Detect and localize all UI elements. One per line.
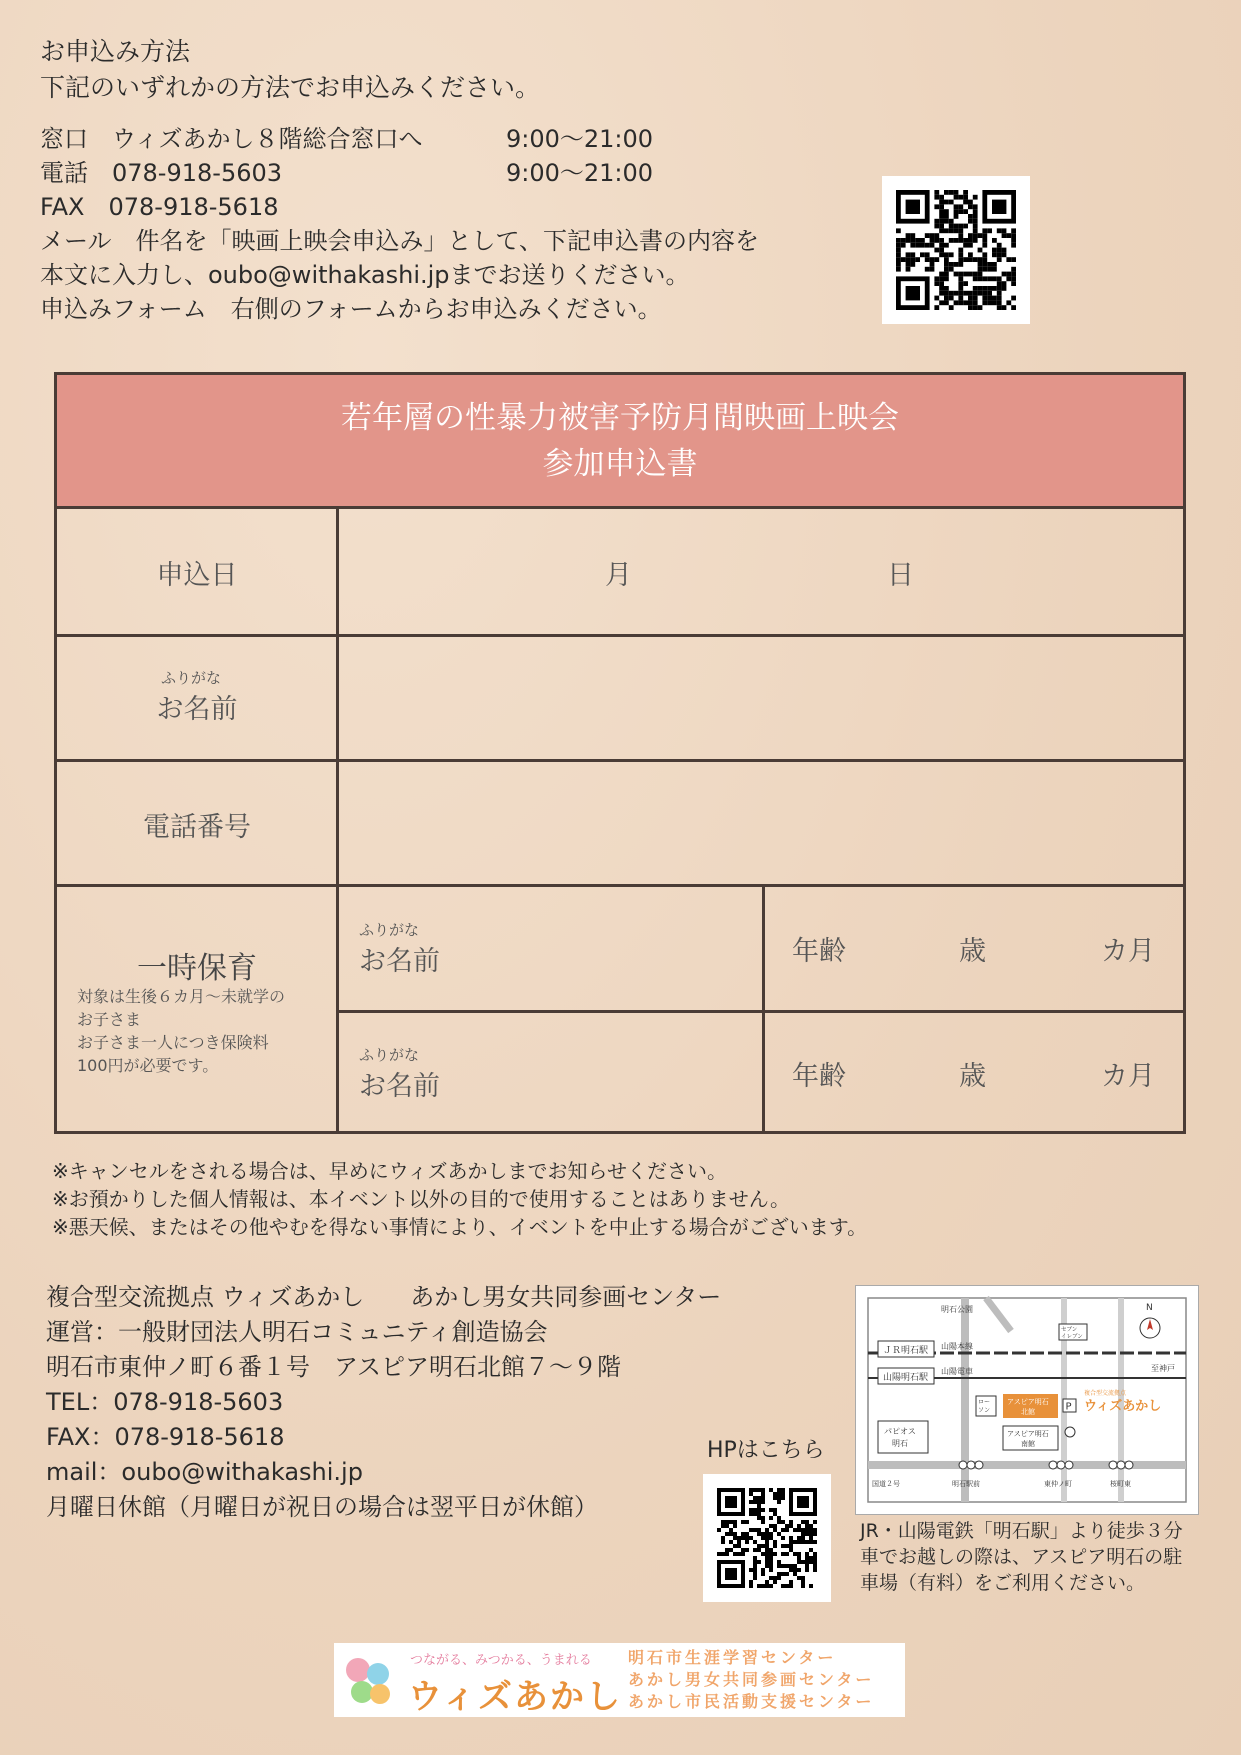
map-caption-line: 車場（有料）をご利用ください。 (860, 1572, 1146, 1594)
child2-years-label: 歳 (959, 1061, 986, 1092)
org-fax: FAX：078-918-5618 (46, 1423, 285, 1451)
hp-label: HPはこちら (707, 1438, 825, 1463)
qr-code-icon (896, 190, 1016, 310)
childcare-note-3: お子さま一人につき保険料 (77, 1033, 269, 1052)
svg-text:イレブン: イレブン (1061, 1334, 1083, 1340)
note-item: ※悪天候、またはその他やむを得ない事情により、イベントを中止する場合がございます。 (52, 1215, 868, 1239)
note-item: ※キャンセルをされる場合は、早めにウィズあかしまでお知らせください。 (52, 1159, 727, 1183)
org-name-line (46, 1280, 721, 1315)
phone-hours: 9:00～21:00 (506, 159, 654, 187)
method-form: 申込みフォーム 右側のフォームからお申込みください。 (40, 295, 662, 323)
map-sanyo-line-label: 山陽電車 (941, 1367, 973, 1376)
child1-months-label: カ月 (1101, 936, 1155, 967)
form-header (57, 375, 1183, 509)
homepage-qr-code[interactable] (703, 1474, 831, 1602)
childcare-note-1: 対象は生後６カ月～未就学の (77, 987, 286, 1006)
access-map (855, 1285, 1199, 1515)
org-tel: TEL：078-918-5603 (46, 1388, 284, 1416)
map-stop1-label: 明石駅前 (952, 1480, 980, 1488)
map-park-label: 明石公園 (941, 1305, 973, 1314)
map-jr-line-label: 山陽本線 (941, 1342, 973, 1351)
method-fax (40, 190, 278, 224)
logo-centers (628, 1647, 874, 1713)
map-lawson-label: ロー (978, 1399, 991, 1406)
method-counter (40, 122, 423, 156)
logo-center-2: あかし男女共同参画センター (628, 1670, 875, 1689)
method-phone (40, 156, 282, 190)
map-kobe-label: 至神戸 (1151, 1364, 1175, 1373)
phone-number: 078-918-5603 (112, 159, 283, 187)
org-center-name: あかし男女共同参画センター (410, 1283, 722, 1311)
childcare-note-4: 100円が必要です。 (77, 1056, 219, 1075)
childcare-note-2: お子さま (77, 1010, 142, 1029)
org-closed-days: 月曜日休館（月曜日が祝日の場合は翌平日が休館） (46, 1493, 598, 1521)
childcare-label: 一時保育 (137, 951, 257, 986)
counter-text: ウィズあかし８階総合窓口へ (112, 125, 423, 153)
map-caption-line: 車でお越しの際は、アスピア明石の駐 (860, 1546, 1183, 1568)
method-mail-line1: メール 件名を「映画上映会申込み」として、下記申込書の内容を (40, 227, 760, 255)
org-name: 複合型交流拠点 ウィズあかし (46, 1283, 365, 1311)
map-parking-label: P (1065, 1401, 1072, 1413)
logo-name: ウィズあかし (408, 1677, 622, 1717)
logo-tagline: つながる、みつかる、うまれる (410, 1653, 592, 1668)
name-field[interactable] (339, 637, 1183, 759)
qr-code-icon (717, 1488, 817, 1588)
child1-years-label: 歳 (959, 936, 986, 967)
application-form (54, 372, 1186, 1134)
map-aspia-north-label: アスピア明石 (1007, 1398, 1049, 1406)
logo-center-1: 明石市生涯学習センター (628, 1648, 837, 1667)
method-mail-line2: 本文に入力し、oubo@withakashi.jpまでお送りください。 (40, 261, 690, 289)
phone-number-label: 電話番号 (143, 812, 251, 843)
child1-name-label: お名前 (359, 946, 440, 977)
organization-info (46, 1280, 721, 1525)
child2-furigana: ふりがな (359, 1046, 420, 1064)
month-label: 月 (605, 560, 632, 591)
logo-center-3: あかし市民活動支援センター (628, 1692, 875, 1711)
map-aspia-south-label: アスピア明石 (1007, 1430, 1049, 1438)
counter-label: 窓口 (40, 125, 88, 153)
org-mail[interactable]: mail：oubo@withakashi.jp (46, 1458, 363, 1486)
org-operator: 運営：一般財団法人明石コミュニティ創造協会 (46, 1318, 548, 1346)
child2-age-label: 年齢 (792, 1061, 846, 1092)
map-seven-label: セブン (1061, 1327, 1078, 1333)
map-north-label: N (1146, 1303, 1153, 1313)
map-with-label: ウィズあかし (1084, 1399, 1162, 1414)
form-subtitle: 参加申込書 (542, 446, 698, 482)
child1-furigana: ふりがな (359, 921, 420, 939)
map-with-small-label: 複合型交流拠点 (1084, 1390, 1127, 1397)
logo-mark-icon (338, 1650, 398, 1710)
org-address: 明石市東仲ノ町６番１号 アスピア明石北館７～９階 (46, 1353, 622, 1381)
notes (52, 1157, 867, 1241)
map-route2-label: 国道２号 (872, 1480, 900, 1488)
svg-text:南館: 南館 (1021, 1440, 1035, 1448)
application-form-qr-code[interactable] (882, 176, 1030, 324)
map-pios-label: パピオス (884, 1427, 916, 1436)
map-stop2-label: 東仲ノ町 (1044, 1480, 1072, 1488)
name-label: お名前 (156, 694, 238, 725)
map-jr-station: ＪＲ明石駅 (883, 1346, 929, 1356)
svg-text:明石: 明石 (892, 1439, 908, 1448)
counter-hours: 9:00～21:00 (506, 125, 654, 153)
fax-number: 078-918-5618 (108, 193, 279, 221)
date-label: 申込日 (156, 560, 238, 591)
map-sanyo-station: 山陽明石駅 (883, 1373, 929, 1383)
phone-number-field[interactable] (339, 762, 1183, 884)
form-title: 若年層の性暴力被害予防月間映画上映会 (341, 400, 899, 436)
phone-label: 電話 (40, 159, 88, 187)
section-subtitle: 下記のいずれかの方法でお申込みください。 (40, 73, 541, 102)
map-caption (860, 1518, 1183, 1596)
map-stop3-label: 桜町東 (1110, 1480, 1131, 1488)
svg-text:北館: 北館 (1021, 1408, 1035, 1416)
date-field[interactable] (339, 509, 1183, 634)
child1-age-label: 年齢 (792, 936, 846, 967)
with-akashi-logo (334, 1643, 905, 1717)
day-label: 日 (887, 560, 914, 591)
map-caption-line: JR・山陽電鉄「明石駅」より徒歩３分 (860, 1520, 1183, 1542)
svg-text:ソン: ソン (978, 1407, 991, 1414)
fax-label: FAX (40, 193, 85, 221)
name-furigana: ふりがな (161, 669, 222, 687)
note-item: ※お預かりした個人情報は、本イベント以外の目的で使用することはありません。 (52, 1187, 790, 1211)
section-title: お申込み方法 (40, 37, 191, 66)
child2-months-label: カ月 (1101, 1061, 1155, 1092)
child2-name-label: お名前 (359, 1071, 440, 1102)
